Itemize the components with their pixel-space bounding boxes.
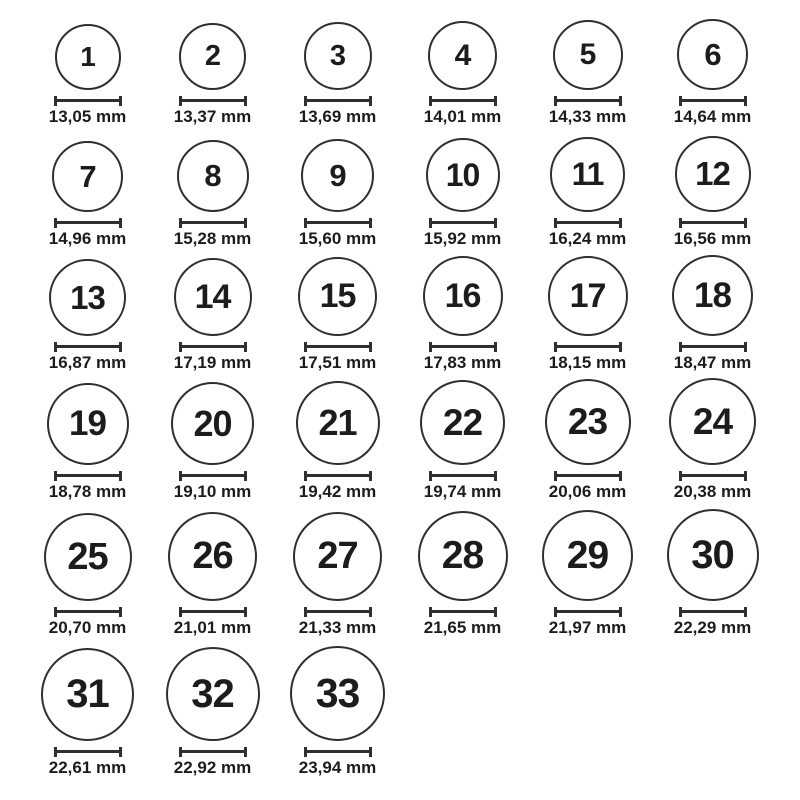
ring-size-number: 28 [441, 534, 484, 577]
diameter-measure-line [179, 471, 247, 481]
ring-size-number: 12 [695, 155, 730, 192]
ring-circle [293, 512, 382, 601]
ring-size-number: 1 [80, 41, 95, 72]
ring-size-number: 4 [454, 38, 471, 72]
diameter-measure-line [179, 342, 247, 352]
ring-circle [304, 22, 372, 90]
ring-size-number: 7 [79, 158, 96, 194]
diameter-measure-line [429, 342, 497, 352]
ring-size-item [400, 138, 525, 248]
diameter-measure-line [429, 607, 497, 617]
diameter-measure-line [54, 607, 122, 617]
ring-size-row [25, 126, 800, 248]
ring-circle [290, 646, 385, 741]
ring-size-number: 22 [442, 401, 483, 443]
ring-circle [177, 140, 249, 212]
ring-size-item [25, 383, 150, 501]
diameter-measure-line [429, 218, 497, 228]
ring-circle [423, 256, 503, 336]
ring-size-item [25, 259, 150, 372]
diameter-measure-line [54, 342, 122, 352]
ring-size-item [525, 137, 650, 248]
ring-circle [296, 381, 380, 465]
diameter-label: 23,94 mm [298, 758, 377, 777]
diameter-measure-line [54, 747, 122, 757]
ring-size-item [150, 512, 275, 637]
ring-size-number: 21 [318, 402, 357, 443]
ring-size-row [25, 0, 800, 126]
diameter-label: 19,74 mm [423, 482, 502, 501]
diameter-label: 14,64 mm [673, 107, 752, 126]
diameter-measure-line [54, 218, 122, 228]
diameter-label: 20,06 mm [548, 482, 627, 501]
ring-size-number: 25 [67, 535, 108, 578]
diameter-label: 22,61 mm [48, 758, 127, 777]
diameter-label: 14,96 mm [48, 229, 127, 248]
diameter-label: 17,83 mm [423, 353, 502, 372]
ring-circle [545, 379, 631, 465]
diameter-measure-line [679, 471, 747, 481]
diameter-measure-line [679, 96, 747, 106]
ring-size-item [25, 141, 150, 248]
ring-size-number: 6 [704, 36, 721, 72]
ring-circle [542, 510, 633, 601]
ring-size-number: 8 [204, 158, 221, 193]
ring-size-item [400, 21, 525, 126]
ring-size-item [150, 258, 275, 372]
diameter-label: 19,42 mm [298, 482, 377, 501]
ring-size-item [150, 382, 275, 501]
diameter-label: 18,78 mm [48, 482, 127, 501]
diameter-measure-line [429, 471, 497, 481]
ring-size-item [650, 136, 775, 248]
ring-size-row [25, 637, 800, 777]
ring-size-item [275, 512, 400, 637]
diameter-label: 21,33 mm [298, 618, 377, 637]
diameter-measure-line [304, 96, 372, 106]
ring-size-number: 30 [691, 532, 734, 577]
ring-size-row [25, 372, 800, 501]
ring-circle [55, 24, 121, 90]
ring-circle [667, 509, 759, 601]
ring-size-item [275, 646, 400, 777]
diameter-label: 20,70 mm [48, 618, 127, 637]
ring-size-number: 19 [69, 404, 106, 443]
diameter-label: 16,24 mm [548, 229, 627, 248]
ring-size-number: 32 [191, 671, 234, 716]
diameter-measure-line [679, 342, 747, 352]
diameter-measure-line [304, 471, 372, 481]
ring-size-item [650, 509, 775, 637]
ring-size-number: 31 [66, 672, 109, 716]
diameter-measure-line [554, 342, 622, 352]
ring-circle [428, 21, 497, 90]
ring-circle [52, 141, 123, 212]
ring-size-item [25, 24, 150, 126]
diameter-label: 22,29 mm [673, 618, 752, 637]
ring-circle [418, 511, 508, 601]
ring-size-number: 18 [694, 275, 731, 315]
ring-circle [420, 380, 505, 465]
diameter-measure-line [304, 218, 372, 228]
ring-size-item [650, 378, 775, 501]
ring-size-number: 29 [566, 533, 609, 577]
ring-size-item [400, 511, 525, 637]
diameter-label: 21,65 mm [423, 618, 502, 637]
diameter-label: 18,47 mm [673, 353, 752, 372]
diameter-measure-line [679, 218, 747, 228]
ring-size-number: 13 [70, 278, 105, 316]
ring-size-number: 9 [329, 157, 346, 193]
ring-size-number: 2 [204, 40, 221, 72]
ring-size-item [525, 510, 650, 637]
ring-size-item [25, 648, 150, 777]
diameter-measure-line [179, 607, 247, 617]
ring-size-item [525, 379, 650, 501]
ring-size-item [525, 256, 650, 372]
ring-size-number: 23 [567, 401, 608, 442]
ring-circle [174, 258, 252, 336]
diameter-measure-line [304, 607, 372, 617]
ring-size-number: 24 [692, 400, 733, 442]
ring-size-number: 33 [315, 670, 360, 716]
diameter-label: 21,97 mm [548, 618, 627, 637]
ring-size-item [650, 255, 775, 372]
ring-circle [166, 647, 260, 741]
diameter-measure-line [179, 96, 247, 106]
ring-size-number: 14 [194, 277, 231, 316]
ring-size-number: 27 [317, 535, 358, 577]
ring-circle [301, 139, 374, 212]
ring-size-number: 3 [329, 39, 346, 72]
diameter-label: 22,92 mm [173, 758, 252, 777]
ring-size-item [275, 257, 400, 372]
ring-circle [47, 383, 129, 465]
diameter-label: 13,69 mm [298, 107, 377, 126]
diameter-label: 15,60 mm [298, 229, 377, 248]
ring-circle [298, 257, 377, 336]
ring-circle [672, 255, 753, 336]
diameter-label: 15,28 mm [173, 229, 252, 248]
diameter-measure-line [554, 471, 622, 481]
diameter-measure-line [554, 96, 622, 106]
diameter-label: 13,05 mm [48, 107, 127, 126]
ring-circle [179, 23, 246, 90]
ring-size-row [25, 248, 800, 372]
ring-circle [677, 19, 748, 90]
ring-size-item [400, 380, 525, 501]
diameter-measure-line [554, 218, 622, 228]
ring-size-number: 11 [571, 156, 604, 192]
diameter-measure-line [54, 96, 122, 106]
diameter-label: 17,51 mm [298, 353, 377, 372]
diameter-label: 17,19 mm [173, 353, 252, 372]
diameter-label: 18,15 mm [548, 353, 627, 372]
ring-size-item [525, 20, 650, 126]
diameter-label: 14,01 mm [423, 107, 502, 126]
diameter-measure-line [179, 218, 247, 228]
ring-size-item [25, 513, 150, 637]
diameter-label: 15,92 mm [423, 229, 502, 248]
ring-circle [675, 136, 751, 212]
ring-circle [49, 259, 126, 336]
ring-circle [669, 378, 756, 465]
diameter-measure-line [429, 96, 497, 106]
diameter-label: 16,56 mm [673, 229, 752, 248]
ring-size-item [150, 647, 275, 777]
ring-circle [550, 137, 625, 212]
diameter-measure-line [179, 747, 247, 757]
diameter-measure-line [304, 747, 372, 757]
ring-size-item [150, 23, 275, 126]
ring-size-number: 26 [192, 535, 233, 577]
ring-circle [168, 512, 257, 601]
ring-size-number: 5 [579, 38, 596, 71]
diameter-label: 19,10 mm [173, 482, 252, 501]
diameter-measure-line [679, 607, 747, 617]
ring-circle [41, 648, 134, 741]
ring-circle [548, 256, 628, 336]
ring-circle [44, 513, 132, 601]
ring-size-item [275, 139, 400, 248]
diameter-label: 20,38 mm [673, 482, 752, 501]
diameter-label: 16,87 mm [48, 353, 127, 372]
ring-size-number: 17 [569, 276, 606, 315]
ring-size-row [25, 501, 800, 637]
ring-size-item [275, 22, 400, 126]
ring-size-number: 10 [445, 156, 480, 193]
ring-size-item [150, 140, 275, 248]
diameter-measure-line [304, 342, 372, 352]
ring-circle [171, 382, 254, 465]
diameter-label: 14,33 mm [548, 107, 627, 126]
diameter-label: 13,37 mm [173, 107, 252, 126]
diameter-label: 21,01 mm [173, 618, 252, 637]
ring-size-number: 20 [193, 402, 232, 444]
ring-size-item [400, 256, 525, 372]
ring-circle [426, 138, 500, 212]
ring-size-item [650, 19, 775, 126]
diameter-measure-line [554, 607, 622, 617]
ring-size-item [275, 381, 400, 501]
ring-size-number: 16 [444, 276, 481, 315]
diameter-measure-line [54, 471, 122, 481]
ring-circle [553, 20, 623, 90]
ring-size-number: 15 [319, 277, 356, 315]
